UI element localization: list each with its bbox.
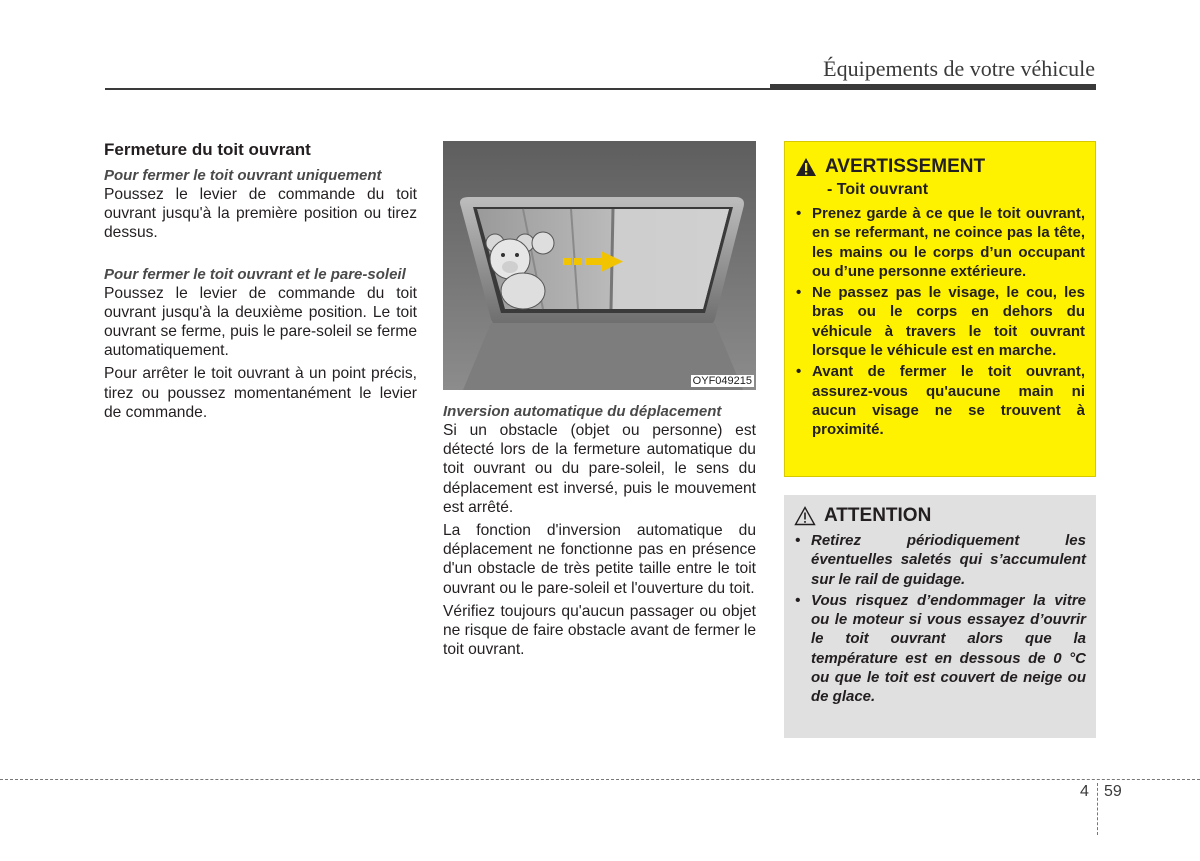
list-item: • Retirez périodiquement les éventuelles saletés qui s’accumulent sur le rail de guidage. <box>794 531 1086 589</box>
paragraph: Poussez le levier de commande du toit ouvrant jusqu'à la deuxième position. Le toit ouvrant se ferme, puis le pare-soleil se ferme automatiquement. <box>104 284 417 360</box>
warning-box <box>784 141 1096 477</box>
paragraph: Si un obstacle (objet ou personne) est détecté lors de la fermeture automatique du toit ouvrant ou du pare-soleil, le sens du déplacement est inversé, puis le mouvement est arrêté. <box>443 422 756 516</box>
left-column <box>104 140 417 426</box>
middle-column <box>443 140 756 663</box>
footer-rule <box>0 779 1200 780</box>
footer-divider <box>1097 783 1098 835</box>
attention-heading <box>794 505 1086 527</box>
list-item: • Avant de fermer le toit ouvrant, assurez-vous qu'aucune main ni aucun visage ne se trouvent à proximité. <box>795 362 1085 439</box>
paragraph: Vérifiez toujours qu'aucun passager ou objet ne risque de faire obstacle avant de fermer le toit ouvrant. <box>443 602 756 659</box>
section-title: Fermeture du toit ouvrant <box>104 140 311 159</box>
warning-triangle-icon <box>795 157 817 177</box>
attention-box <box>784 495 1096 738</box>
warning-subtitle: - Toit ouvrant <box>827 181 929 198</box>
warning-list <box>795 204 1085 440</box>
header-rule <box>105 88 770 90</box>
figure-code: OYF049215 <box>692 375 752 387</box>
subsection-title: Inversion automatique du déplacement <box>443 403 722 420</box>
paragraph: Poussez le levier de commande du toit ouvrant jusqu'à la première position ou tirez dessus. <box>104 186 417 242</box>
page-number: 59 <box>1104 783 1122 800</box>
attention-list <box>794 531 1086 707</box>
warning-title: AVERTISSEMENT <box>825 156 986 177</box>
paragraph: La fonction d'inversion automatique du déplacement ne fonctionne pas en présence d'un obstacle de très petite taille entre le toit ouvrant ou le pare-soleil et l'ouverture du toit. <box>443 522 756 597</box>
warning-heading <box>795 156 1085 178</box>
list-item: • Vous risquez d’endommager la vitre ou le moteur si vous essayez d’ouvrir le toit ouvrant alors que la température est en dessous de 0 °C ou que le toit est couvert de neige ou de glace. <box>794 591 1086 707</box>
list-item: • Prenez garde à ce que le toit ouvrant, en se refermant, ne coince pas la tête, les mains ou le corps d’un occupant ou d’une personne extérieure. <box>795 204 1085 281</box>
sunroof-illustration-svg <box>443 141 756 390</box>
header-rule-accent <box>770 84 1096 90</box>
subsection-title: Pour fermer le toit ouvrant et le pare-soleil <box>104 265 406 283</box>
page-header-title: Équipements de votre véhicule <box>823 56 1095 81</box>
subsection-title: Pour fermer le toit ouvrant uniquement <box>104 167 382 184</box>
attention-title: ATTENTION <box>824 505 932 526</box>
chapter-number: 4 <box>1080 783 1089 800</box>
list-item: • Ne passez pas le visage, le cou, les bras ou le corps en dehors du véhicule à travers le toit ouvrant lorsque le véhicule est en marche. <box>795 283 1085 360</box>
sunroof-illustration <box>443 141 756 390</box>
caution-triangle-icon <box>794 506 816 526</box>
paragraph: Pour arrêter le toit ouvrant à un point précis, tirez ou poussez momentanément le levier de commande. <box>104 365 417 421</box>
